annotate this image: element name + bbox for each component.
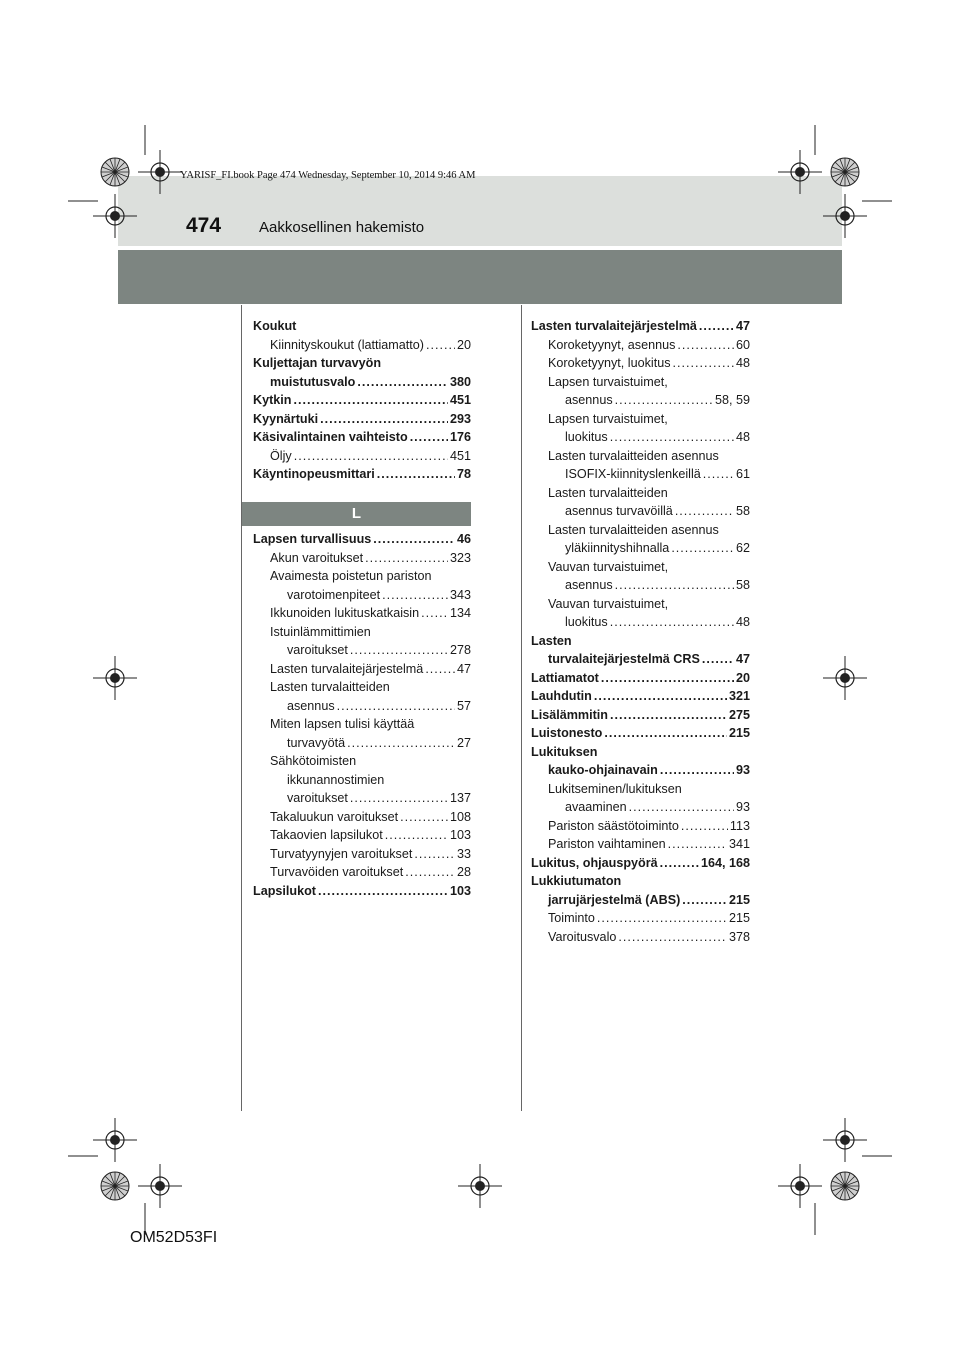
page-reference: 341	[728, 837, 750, 851]
index-term: Vauvan turvaistuimet,	[548, 559, 669, 574]
page-reference: 134	[449, 606, 471, 620]
index-term: Varoitusvalo	[548, 929, 617, 944]
page-reference: 47	[456, 661, 471, 676]
index-term: Lasten turvalaitejärjestelmä	[531, 319, 697, 333]
index-term: asennus	[565, 393, 613, 407]
page-reference: 28	[456, 865, 471, 879]
index-term: Öljy	[270, 448, 292, 463]
page-reference: 58, 59	[714, 393, 750, 407]
page-reference: 215	[728, 726, 750, 740]
page-reference: 20	[456, 337, 471, 352]
index-term: Lapsen turvaistuimet,	[548, 411, 668, 426]
index-term: varoitukset	[287, 643, 348, 657]
index-term: Lukitus, ohjauspyörä	[531, 855, 658, 870]
index-term: Lauhdutin	[531, 689, 592, 703]
page-reference: 137	[449, 791, 471, 805]
index-term: Pariston säästötoiminto	[548, 818, 679, 833]
page-reference: 60	[735, 337, 750, 352]
index-term: Takaovien lapsilukot	[270, 828, 383, 842]
index-term: Takaluukun varoitukset	[270, 809, 399, 824]
crosshair-icon	[778, 150, 822, 194]
index-term: Kuljettajan turvavyön	[253, 356, 382, 370]
index-term: Lapsen turvallisuus	[253, 532, 372, 546]
crosshair-icon	[823, 656, 867, 700]
index-term: Lapsilukot	[253, 883, 316, 898]
index-term: Istuinlämmittimien	[270, 624, 371, 639]
index-term: muistutusvalo	[270, 374, 356, 389]
crosshair-icon	[458, 1164, 502, 1208]
page-reference: 378	[728, 929, 750, 944]
index-term: Kytkin	[253, 393, 292, 407]
page-reference: 108	[449, 809, 471, 824]
index-term: Lapsen turvaistuimet,	[548, 374, 668, 389]
page-reference: 58	[735, 504, 750, 518]
index-term: asennus	[565, 578, 613, 592]
page-reference: 61	[735, 467, 750, 481]
page-reference: 46	[456, 532, 471, 546]
page-number: 474	[186, 214, 222, 237]
index-term: varotoimenpiteet	[287, 587, 381, 602]
page-reference: 62	[735, 541, 750, 555]
index-term: Lasten turvalaitteiden asennus	[548, 448, 719, 463]
index-term: kauko-ohjainavain	[548, 763, 658, 777]
crosshair-icon	[823, 194, 867, 238]
index-term: Lasten turvalaitteiden	[270, 680, 390, 694]
page-reference: 321	[728, 689, 750, 703]
letter-section-header: L	[242, 502, 471, 526]
index-term: Käsivalintainen vaihteisto	[253, 430, 408, 444]
index-term: Lukitseminen/lukituksen	[548, 781, 682, 796]
index-term: Lukituksen	[531, 744, 598, 759]
page-reference: 343	[449, 587, 471, 602]
index-term: Lasten turvalaitejärjestelmä	[270, 661, 424, 676]
page-reference: 93	[735, 763, 750, 777]
index-term: jarrujärjestelmä (ABS)	[548, 892, 681, 907]
page-reference: 451	[449, 393, 471, 407]
index-term: Turvavöiden varoitukset	[270, 865, 404, 879]
page-reference: 380	[449, 374, 471, 389]
page-reference: 164, 168	[700, 855, 750, 870]
section-title: Aakkosellinen hakemisto	[259, 219, 425, 236]
page-reference: 58	[735, 578, 750, 592]
page-reference: 176	[449, 430, 471, 444]
registration-burst-icon	[101, 158, 129, 186]
page-reference: 20	[735, 670, 750, 685]
page-reference: 451	[449, 448, 471, 463]
index-term: ikkunannostimien	[287, 772, 385, 787]
index-term: turvalaitejärjestelmä CRS	[548, 652, 700, 666]
index-term: avaaminen	[565, 800, 627, 814]
index-term: Käyntinopeusmittari	[253, 467, 375, 481]
index-term: Kyynärtuki	[253, 411, 319, 426]
page-reference: 215	[728, 892, 750, 907]
index-term: Toiminto	[548, 911, 595, 925]
index-term: Koroketyynyt, asennus	[548, 337, 676, 352]
index-term: varoitukset	[287, 791, 348, 805]
page-reference: 293	[449, 411, 471, 426]
page-reference: 27	[456, 735, 471, 750]
page-reference: 215	[728, 911, 750, 925]
registration-burst-icon	[831, 1172, 859, 1200]
page-reference: 47	[735, 652, 750, 666]
page-reference: 275	[728, 707, 750, 722]
crosshair-icon	[93, 194, 137, 238]
index-term: Lasten turvalaitteiden asennus	[548, 522, 719, 537]
page-reference: 57	[456, 698, 471, 713]
index-term: Ikkunoiden lukituskatkaisin	[270, 606, 420, 620]
index-term: Lukkiutumaton	[531, 874, 622, 888]
book-info-stamp: YARISF_FI.book Page 474 Wednesday, September 10, 2014 9:46 AM	[180, 170, 476, 181]
index-term: Lasten	[531, 633, 572, 648]
crosshair-icon	[778, 1164, 822, 1208]
index-term: Avaimesta poistetun pariston	[270, 569, 432, 583]
index-term: Luistonesto	[531, 726, 603, 740]
page-reference: 103	[449, 828, 471, 842]
index-term: Koukut	[253, 319, 297, 333]
crosshair-icon	[93, 656, 137, 700]
page-reference: 93	[735, 800, 750, 814]
crosshair-icon	[823, 1118, 867, 1162]
index-term: Lasten turvalaitteiden	[548, 485, 668, 500]
index-term: turvavyötä	[287, 735, 346, 750]
index-term: Turvatyynyjen varoitukset	[270, 846, 413, 861]
crosshair-icon	[138, 1164, 182, 1208]
index-term: Lisälämmitin	[531, 707, 608, 722]
page-reference: 48	[735, 615, 750, 629]
page-reference: 33	[456, 846, 471, 861]
registration-burst-icon	[831, 158, 859, 186]
index-term: ISOFIX-kiinnityslenkeillä	[565, 467, 701, 481]
crop-lines	[68, 125, 892, 1235]
index-term: yläkiinnityshihnalla	[565, 541, 670, 555]
crosshair-icon	[93, 1118, 137, 1162]
index-term: Pariston vaihtaminen	[548, 837, 666, 851]
crosshair-icon	[138, 150, 182, 194]
document-code: OM52D53FI	[130, 1229, 218, 1246]
index-term: Miten lapsen tulisi käyttää	[270, 717, 415, 731]
page-reference: 113	[729, 818, 750, 833]
page-reference: 323	[449, 550, 471, 565]
index-term: luokitus	[565, 430, 608, 444]
index-term: Akun varoitukset	[270, 550, 364, 565]
index-term: asennus turvavöillä	[565, 504, 673, 518]
page-reference: 278	[449, 643, 471, 657]
page-reference: 48	[735, 356, 750, 370]
page-reference: 103	[449, 883, 471, 898]
index-term: Kiinnityskoukut (lattiamatto)	[270, 337, 424, 352]
index-term: Koroketyynyt, luokitus	[548, 356, 671, 370]
index-term: Sähkötoimisten	[270, 754, 357, 768]
index-term: Vauvan turvaistuimet,	[548, 596, 669, 611]
index-term: luokitus	[565, 615, 608, 629]
registration-burst-icon	[101, 1172, 129, 1200]
page-reference: 78	[456, 467, 471, 481]
page-reference: 47	[735, 319, 750, 333]
index-term: Lattiamatot	[531, 670, 599, 685]
page-reference: 48	[735, 430, 750, 444]
index-term: asennus	[287, 698, 335, 713]
